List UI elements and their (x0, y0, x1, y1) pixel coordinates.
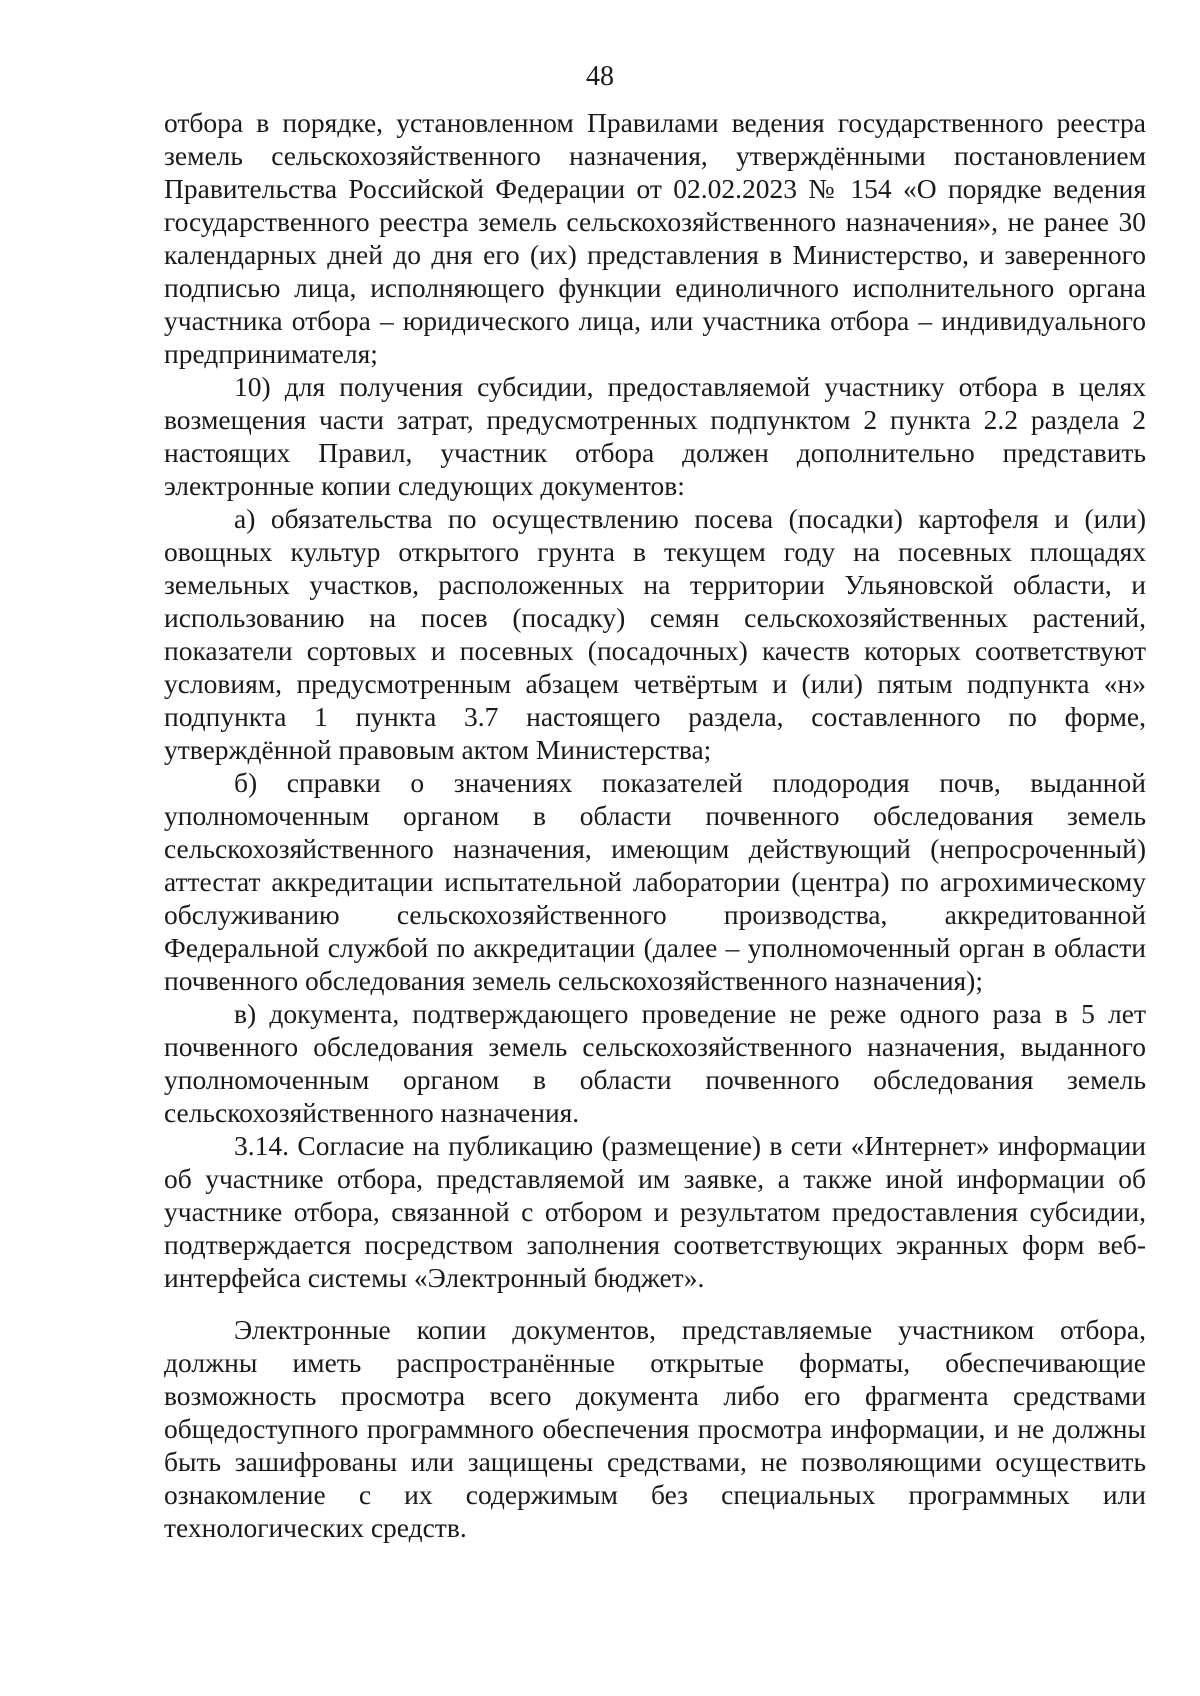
paragraph-subitem-v: в) документа, подтверждающего проведение не реже одного раза в 5 лет почвенного обследования земель сельскохозяйственного назначения, выданного уполномоченным органом в области почвенного обследования земель сельскохозяйственного назначения. (164, 998, 1146, 1128)
paragraph-item-10: 10) для получения субсидии, предоставляемой участнику отбора в целях возмещения части затрат, предусмотренных подпунктом 2 пункта 2.2 раздела 2 настоящих Правил, участник отбора должен дополнительно представить электронные копии следующих документов: (164, 371, 1146, 501)
paragraph-subitem-a: а) обязательства по осуществлению посева (посадки) картофеля и (или) овощных культур открытого грунта в текущем году на посевных площадях земельных участков, расположенных на территории Ульяновской области, и использованию на посев (посадку) семян сельскохозяйственных растений, показатели сортовых и посевных (посадочных) качеств которых соответствуют условиям, предусмотренным абзацем четвёртым и (или) пятым подпункта «н» подпункта 1 пункта 3.7 настоящего раздела, составленного по форме, утверждённой правовым актом Министерства; (164, 503, 1146, 765)
document-body (164, 106, 1146, 1544)
page-number: 48 (586, 61, 614, 92)
paragraph-section-3-14: 3.14. Согласие на публикацию (размещение) в сети «Интернет» информации об участнике отбора, представляемой им заявке, а также иной информации об участнике отбора, связанной с отбором и результатом предоставления субсидии, подтверждается посредством заполнения соответствующих экранных форм веб-интерфейса системы «Электронный бюджет». (164, 1130, 1146, 1293)
paragraph-continuation: отбора в порядке, установленном Правилами ведения государственного реестра земель сельскохозяйственного назначения, утверждёнными постановлением Правительства Российской Федерации от 02.02.2023 № 154 «О порядке ведения государственного реестра земель сельскохозяйственного назначения», не ранее 30 календарных дней до дня его (их) представления в Министерство, и заверенного подписью лица, исполняющего функции единоличного исполнительного органа участника отбора – юридического лица, или участника отбора – индивидуального предпринимателя; (164, 107, 1146, 369)
paragraph-subitem-b: б) справки о значениях показателей плодородия почв, выданной уполномоченным органом в области почвенного обследования земель сельскохозяйственного назначения, имеющим действующий (непросроченный) аттестат аккредитации испытательной лаборатории (центра) по агрохимическому обслуживанию сельскохозяйственного производства, аккредитованной Федеральной службой по аккредитации (далее – уполномоченный орган в области почвенного обследования земель сельскохозяйственного назначения); (164, 767, 1146, 996)
paragraph-electronic-copies: Электронные копии документов, представляемые участником отбора, должны иметь распространённые открытые форматы, обеспечивающие возможность просмотра всего документа либо его фрагмента средствами общедоступного программного обеспечения просмотра информации, и не должны быть зашифрованы или защищены средствами, не позволяющими осуществить ознакомление с их содержимым без специальных программных или технологических средств. (164, 1314, 1146, 1543)
